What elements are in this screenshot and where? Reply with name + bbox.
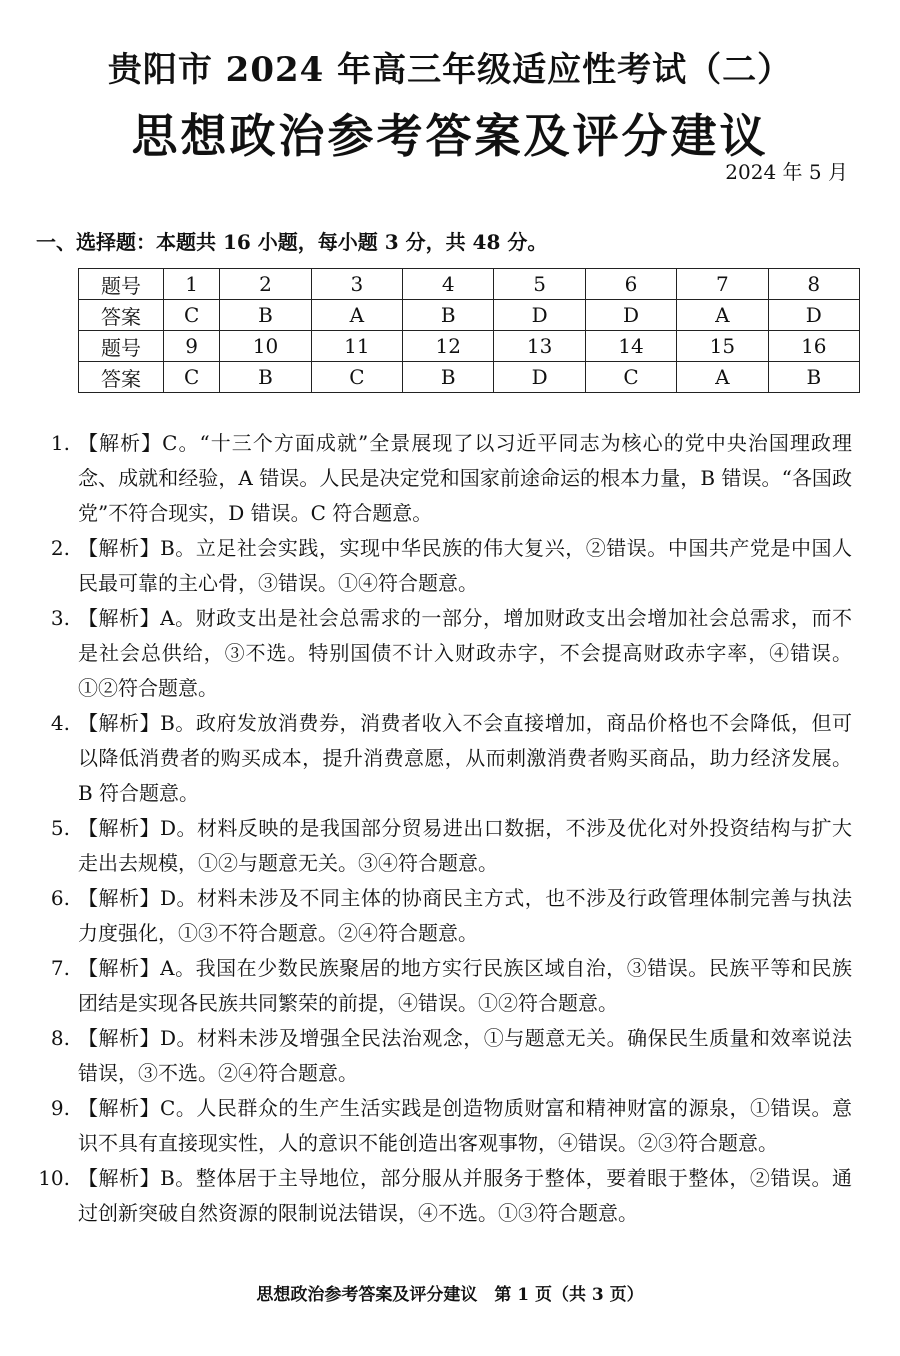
item-text: 【解析】B。立足社会实践，实现中华民族的伟大复兴，②错误。中国共产党是中国人民最可靠的主心骨，③错误。①④符合题意。 [78, 536, 852, 595]
answer-cell: B [403, 362, 494, 393]
item-text: 【解析】D。材料未涉及增强全民法治观念，①与题意无关。确保民生质量和效率说法错误，③不选。②④符合题意。 [78, 1026, 852, 1085]
explanations-list [0, 426, 900, 1231]
item-text: 【解析】D。材料反映的是我国部分贸易进出口数据，不涉及优化对外投资结构与扩大走出去规模，①②与题意无关。③④符合题意。 [78, 816, 852, 875]
question-number: 1 [164, 269, 220, 300]
item-number: 5. [50, 816, 70, 840]
item-number: 7. [50, 956, 70, 980]
answer-cell: B [220, 362, 311, 393]
item-number: 2. [50, 536, 70, 560]
explanation-item [0, 531, 900, 601]
item-text: 【解析】B。整体居于主导地位，部分服从并服务于整体，要着眼于整体，②错误。通过创新突破自然资源的限制说法错误，④不选。①③符合题意。 [78, 1166, 852, 1225]
row-label-answer: 答案 [79, 300, 164, 331]
answer-cell: C [164, 362, 220, 393]
answer-cell: B [403, 300, 494, 331]
question-row-1 [79, 269, 860, 300]
question-number: 3 [311, 269, 402, 300]
item-text: 【解析】C。人民群众的生产生活实践是创造物质财富和精神财富的源泉，①错误。意识不具有直接现实性，人的意识不能创造出客观事物，④错误。②③符合题意。 [78, 1096, 852, 1155]
document-subtitle: 思想政治参考答案及评分建议 [131, 109, 769, 163]
question-number: 12 [403, 331, 494, 362]
section-heading: 一、选择题：本题共 16 小题，每小题 3 分，共 48 分。 [36, 230, 548, 254]
item-number: 6. [50, 886, 70, 910]
question-number: 7 [677, 269, 768, 300]
answer-cell: A [677, 300, 768, 331]
explanation-item [0, 951, 900, 1021]
page-footer: 思想政治参考答案及评分建议 第 1 页（共 3 页） [256, 1285, 644, 1305]
answer-cell: D [494, 300, 585, 331]
explanation-item [0, 1091, 900, 1161]
row-label-question: 题号 [79, 331, 164, 362]
question-number: 2 [220, 269, 311, 300]
answer-cell: C [585, 362, 676, 393]
answer-cell: C [164, 300, 220, 331]
item-text: 【解析】A。财政支出是社会总需求的一部分，增加财政支出会增加社会总需求，而不是社会总供给，③不选。特别国债不计入财政赤字，不会提高财政赤字率，④错误。①②符合题意。 [78, 606, 852, 700]
row-label-answer: 答案 [79, 362, 164, 393]
item-number: 4. [50, 711, 70, 735]
question-number: 10 [220, 331, 311, 362]
explanation-item [0, 1161, 900, 1231]
item-text: 【解析】A。我国在少数民族聚居的地方实行民族区域自治，③错误。民族平等和民族团结是实现各民族共同繁荣的前提，④错误。①②符合题意。 [78, 956, 852, 1015]
answer-row-1 [79, 300, 860, 331]
question-row-2 [79, 331, 860, 362]
explanation-item [0, 881, 900, 951]
explanation-item [0, 426, 900, 531]
answer-table [78, 268, 860, 393]
question-number: 8 [768, 269, 859, 300]
row-label-question: 题号 [79, 269, 164, 300]
question-number: 4 [403, 269, 494, 300]
question-number: 11 [311, 331, 402, 362]
answer-cell: A [311, 300, 402, 331]
answer-row-2 [79, 362, 860, 393]
item-text: 【解析】D。材料未涉及不同主体的协商民主方式，也不涉及行政管理体制完善与执法力度强化，①③不符合题意。②④符合题意。 [78, 886, 852, 945]
explanation-item [0, 601, 900, 706]
answer-cell: A [677, 362, 768, 393]
exam-title: 贵阳市 2024 年高三年级适应性考试（二） [107, 50, 793, 90]
item-number: 8. [50, 1026, 70, 1050]
answer-cell: D [585, 300, 676, 331]
explanation-item [0, 1021, 900, 1091]
question-number: 6 [585, 269, 676, 300]
item-number: 9. [50, 1096, 70, 1120]
item-number: 3. [50, 606, 70, 630]
question-number: 9 [164, 331, 220, 362]
answer-cell: D [768, 300, 859, 331]
explanation-item [0, 811, 900, 881]
answer-cell: C [311, 362, 402, 393]
item-text: 【解析】C。“十三个方面成就”全景展现了以习近平同志为核心的党中央治国理政理念、成就和经验，A 错误。人民是决定党和国家前途命运的根本力量，B 错误。“各国政党”不符合现实，D 错误。C 符合题意。 [78, 431, 852, 525]
explanation-item [0, 706, 900, 811]
question-number: 15 [677, 331, 768, 362]
question-number: 16 [768, 331, 859, 362]
item-number: 10. [38, 1166, 70, 1190]
question-number: 5 [494, 269, 585, 300]
item-number: 1. [50, 431, 70, 455]
question-number: 14 [585, 331, 676, 362]
answer-cell: B [220, 300, 311, 331]
item-text: 【解析】B。政府发放消费券，消费者收入不会直接增加，商品价格也不会降低，但可以降低消费者的购买成本，提升消费意愿，从而刺激消费者购买商品，助力经济发展。B 符合题意。 [78, 711, 852, 805]
document-date: 2024 年 5 月 [725, 160, 848, 184]
question-number: 13 [494, 331, 585, 362]
answer-cell: D [494, 362, 585, 393]
answer-cell: B [768, 362, 859, 393]
